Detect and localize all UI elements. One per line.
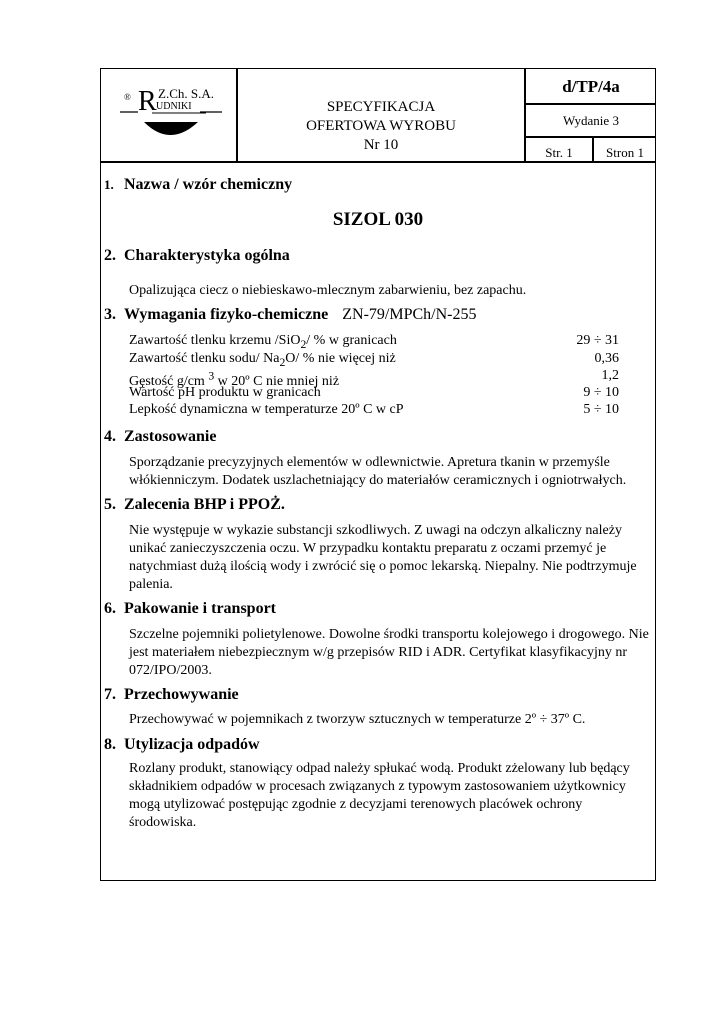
section-2-heading: [104, 247, 290, 265]
section-5-number: 5.: [104, 496, 116, 513]
product-name: SIZOL 030: [332, 209, 424, 230]
section-4-number: 4.: [104, 428, 116, 445]
property-label: Zawartość tlenku sodu/ $Na_2O/$ % nie więcej niż: [129, 351, 396, 369]
section-8-number: 8.: [104, 736, 116, 753]
section-7-title: Przechowywanie: [124, 686, 239, 703]
section-3-number: 3.: [104, 306, 116, 323]
logo-initial: R: [138, 86, 157, 117]
property-label: Wartość pH produktu w granicach: [129, 385, 321, 400]
section-8-title: Utylizacja odpadów: [124, 736, 260, 753]
section-2-title: Charakterystyka ogólna: [124, 247, 290, 264]
property-label: Lepkość dynamiczna w temperaturze 20º C w cP: [129, 402, 404, 417]
section-5-heading: [104, 496, 285, 514]
section-6-number: 6.: [104, 600, 116, 617]
logo-company-top: Z.Ch. S.A.: [158, 86, 214, 101]
property-value: 5 ÷ 10: [583, 402, 619, 417]
header-bottom-line: [100, 161, 656, 163]
section-2-text: Opalizująca ciecz o niebieskawo-mlecznym zabarwieniu, bez zapachu.: [129, 283, 527, 298]
section-4-title: Zastosowanie: [124, 428, 217, 445]
property-value: 1,2: [601, 368, 619, 383]
property-row: [129, 350, 619, 367]
section-7-number: 7.: [104, 686, 116, 703]
section-3-standard: ZN-79/MPCh/N-255: [342, 306, 477, 323]
section-7-text: Przechowywać w pojemnikach z tworzyw sztucznych w temperaturze 2º ÷ 37º C.: [129, 712, 586, 727]
edition-cell-line: [524, 136, 656, 138]
section-4-heading: [104, 428, 216, 446]
section-8-heading: [104, 736, 260, 754]
section-4-text: Sporządzanie precyzyjnych elementów w odlewnictwie. Apretura tkanin w przemyśle włókienniczym. Dodatek uszlachetniający do materiałów ceramicznych i ogniotrwałych.: [129, 455, 627, 488]
property-label: Zawartość tlenku krzemu /SiO$_2$/ % w granicach: [129, 333, 397, 351]
section-7-heading: [104, 686, 239, 704]
section-3-heading: [104, 306, 477, 324]
logo-registered-mark: ®: [124, 92, 131, 102]
title-line-3: Nr 10: [363, 137, 399, 153]
property-row: [129, 384, 619, 401]
property-label: Gęstość g/cm $^3$ w 20º C nie mniej niż: [129, 369, 340, 389]
section-5-text: Nie występuje w wykazie substancji szkodliwych. Z uwagi na odczyn alkaliczny należy unikać zanieczyszczenia oczu. W przypadku kontaktu preparatu z oczami przemyć je natychmiast dużą ilością wody i zwrócić się o pomoc lekarską. Niepalny. Nie podtrzymuje palenia.: [129, 523, 637, 592]
pages-total: Stron 1: [606, 145, 644, 160]
company-logo: [118, 80, 228, 150]
logo-company-rest: UDNIKI: [156, 101, 192, 112]
document-title: [238, 98, 524, 155]
edition-label: Wydanie 3: [563, 113, 619, 128]
section-1-title: Nazwa / wzór chemiczny: [124, 176, 293, 193]
title-line-1: SPECYFIKACJA: [326, 99, 436, 115]
property-row: [129, 401, 619, 418]
section-5-title: Zalecenia BHP i PPOŻ.: [124, 496, 285, 513]
property-value: 0,36: [594, 351, 619, 366]
section-1-heading: [104, 176, 292, 194]
title-line-2: OFERTOWA WYROBU: [306, 118, 456, 134]
property-row: [129, 332, 619, 349]
section-1-number: 1.: [104, 177, 114, 192]
section-8-text: Rozlany produkt, stanowiący odpad należy spłukać wodą. Produkt zżelowany lub będący składnikiem odpadów w procesach związanych z typowym zastosowaniem użytkownicy mogą utylizować postępując zgodnie z decyzjami terenowych placówek ochrony środowiska.: [129, 761, 630, 830]
section-2-number: 2.: [104, 247, 116, 264]
section-3-title: Wymagania fizyko-chemiczne: [124, 306, 329, 323]
property-row: [129, 367, 619, 389]
page-number: Str. 1: [545, 145, 573, 160]
section-6-text: Szczelne pojemniki polietylenowe. Dowolne środki transportu kolejowego i drogowego. Nie jest materiałem niebezpiecznym w/g przepisów RID i ADR. Certyfikat klasyfikacyjny nr 072/IPO/2003.: [129, 627, 649, 678]
property-value: 9 ÷ 10: [583, 385, 619, 400]
property-value: 29 ÷ 31: [576, 333, 619, 348]
section-6-title: Pakowanie i transport: [124, 600, 276, 617]
code-cell-line: [524, 103, 656, 105]
document-code: d/TP/4a: [562, 77, 620, 96]
section-6-heading: [104, 600, 276, 618]
